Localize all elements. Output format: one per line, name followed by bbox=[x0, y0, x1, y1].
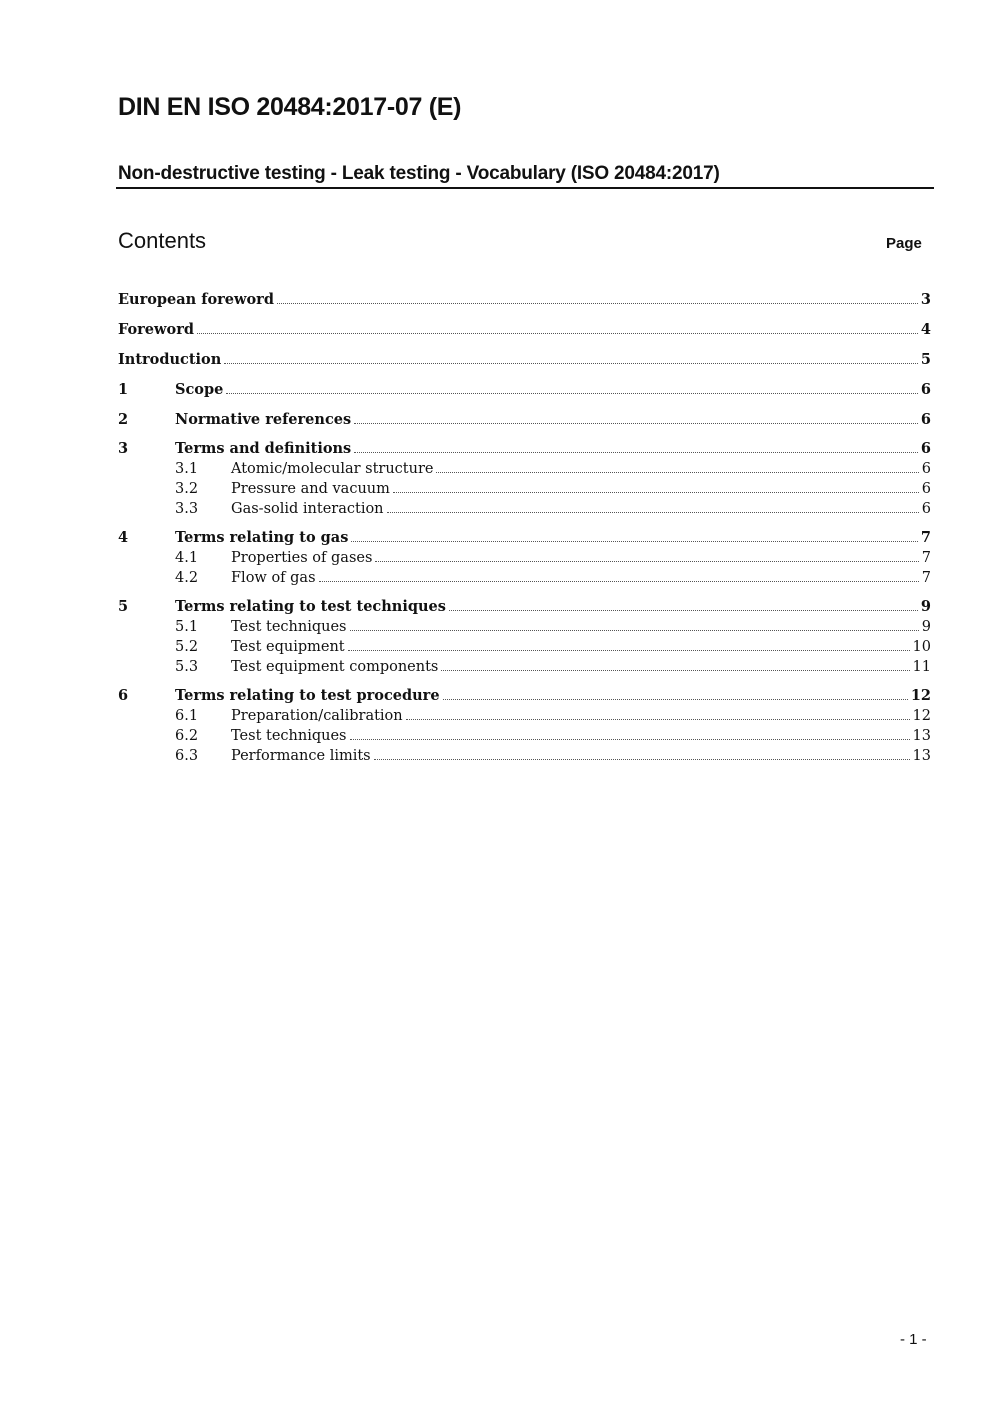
toc-entry-number: 6 bbox=[118, 687, 129, 704]
toc-entry-label: Normative references bbox=[175, 411, 352, 428]
toc-subentry-test-techniques[interactable] bbox=[118, 617, 931, 637]
toc-entry-page: 13 bbox=[912, 748, 931, 764]
toc-entry-label: Pressure and vacuum bbox=[231, 481, 390, 497]
toc-dot-leader bbox=[449, 599, 918, 611]
toc-entry-label: Terms and definitions bbox=[175, 440, 352, 457]
toc-dot-leader bbox=[443, 688, 908, 700]
toc-entry-page: 10 bbox=[912, 639, 931, 655]
document-subtitle: Non-destructive testing - Leak testing - Vocabulary (ISO 20484:2017) bbox=[118, 163, 720, 184]
toc-entry-number: 2 bbox=[118, 411, 129, 428]
toc-dot-leader bbox=[350, 728, 910, 740]
toc-dot-leader bbox=[387, 501, 919, 513]
toc-entry-number: 4.1 bbox=[175, 550, 199, 566]
page-number: - 1 - bbox=[900, 1331, 927, 1348]
toc-dot-leader bbox=[354, 441, 918, 453]
toc-entry-label: Properties of gases bbox=[231, 550, 373, 566]
toc-dot-leader bbox=[374, 748, 910, 760]
toc-subentry-performance-limits[interactable] bbox=[118, 746, 931, 766]
toc-entry-number: 6.3 bbox=[175, 748, 199, 764]
document-title: DIN EN ISO 20484:2017-07 (E) bbox=[118, 93, 462, 121]
toc-entry-page: 7 bbox=[920, 529, 931, 546]
toc-entry-label: Test techniques bbox=[231, 619, 347, 635]
toc-entry-terms-relating-to-test-procedure[interactable] bbox=[118, 686, 931, 706]
toc-subentry-atomic-molecular-structure[interactable] bbox=[118, 459, 931, 479]
toc-entry-terms-relating-to-test-techniques[interactable] bbox=[118, 597, 931, 617]
toc-entry-label: Terms relating to test techniques bbox=[175, 598, 446, 615]
toc-entry-label: Preparation/calibration bbox=[231, 708, 403, 724]
toc-dot-leader bbox=[436, 461, 918, 473]
toc-entry-page: 7 bbox=[921, 570, 931, 586]
toc-entry-european-foreword[interactable] bbox=[118, 290, 931, 310]
toc-entry-label: Atomic/molecular structure bbox=[231, 461, 434, 477]
toc-entry-foreword[interactable] bbox=[118, 320, 931, 340]
title-divider bbox=[116, 187, 934, 189]
toc-entry-label: Gas-solid interaction bbox=[231, 501, 384, 517]
toc-dot-leader bbox=[277, 292, 918, 304]
toc-entry-page: 4 bbox=[920, 321, 931, 338]
toc-subentry-flow-of-gas[interactable] bbox=[118, 568, 931, 588]
toc-entry-number: 3.2 bbox=[175, 481, 199, 497]
toc-entry-page: 9 bbox=[920, 598, 931, 615]
toc-dot-leader bbox=[197, 322, 918, 334]
toc-entry-page: 13 bbox=[912, 728, 931, 744]
toc-entry-label: Terms relating to test procedure bbox=[175, 687, 440, 704]
toc-dot-leader bbox=[350, 619, 919, 631]
toc-entry-page: 7 bbox=[921, 550, 931, 566]
toc-entry-number: 3.3 bbox=[175, 501, 199, 517]
toc-entry-terms-and-definitions[interactable] bbox=[118, 439, 931, 459]
toc-dot-leader bbox=[226, 382, 918, 394]
toc-entry-label: Scope bbox=[175, 381, 224, 398]
toc-subentry-properties-of-gases[interactable] bbox=[118, 548, 931, 568]
contents-heading: Contents bbox=[118, 228, 207, 253]
toc-entry-label: Performance limits bbox=[231, 748, 371, 764]
toc-entry-number: 6.2 bbox=[175, 728, 199, 744]
toc-entry-number: 5 bbox=[118, 598, 129, 615]
toc-entry-number: 3 bbox=[118, 440, 129, 457]
toc-entry-label: Terms relating to gas bbox=[175, 529, 349, 546]
toc-entry-label: Introduction bbox=[118, 351, 222, 368]
toc-entry-number: 5.2 bbox=[175, 639, 199, 655]
toc-entry-scope[interactable] bbox=[118, 380, 931, 400]
page-column-label: Page bbox=[886, 235, 922, 252]
toc-dot-leader bbox=[375, 550, 918, 562]
toc-dot-leader bbox=[351, 530, 918, 542]
toc-entry-page: 6 bbox=[920, 411, 931, 428]
toc-entry-page: 12 bbox=[910, 687, 931, 704]
toc-entry-page: 3 bbox=[920, 291, 931, 308]
toc-entry-introduction[interactable] bbox=[118, 350, 931, 370]
toc-dot-leader bbox=[441, 659, 909, 671]
toc-entry-number: 1 bbox=[118, 381, 129, 398]
toc-subentry-pressure-and-vacuum[interactable] bbox=[118, 479, 931, 499]
toc-entry-number: 5.3 bbox=[175, 659, 199, 675]
table-of-contents bbox=[118, 290, 931, 766]
toc-subentry-test-equipment[interactable] bbox=[118, 637, 931, 657]
toc-entry-page: 9 bbox=[921, 619, 931, 635]
toc-dot-leader bbox=[319, 570, 919, 582]
toc-entry-terms-relating-to-gas[interactable] bbox=[118, 528, 931, 548]
toc-entry-page: 6 bbox=[920, 381, 931, 398]
toc-entry-number: 5.1 bbox=[175, 619, 199, 635]
toc-dot-leader bbox=[354, 412, 918, 424]
toc-subentry-test-techniques-procedure[interactable] bbox=[118, 726, 931, 746]
toc-entry-page: 6 bbox=[920, 440, 931, 457]
toc-subentry-gas-solid-interaction[interactable] bbox=[118, 499, 931, 519]
toc-entry-page: 5 bbox=[920, 351, 931, 368]
toc-entry-number: 6.1 bbox=[175, 708, 199, 724]
toc-entry-page: 6 bbox=[921, 481, 931, 497]
toc-entry-label: Test equipment components bbox=[231, 659, 439, 675]
toc-entry-number: 4.2 bbox=[175, 570, 199, 586]
toc-entry-label: Test techniques bbox=[231, 728, 347, 744]
toc-entry-page: 11 bbox=[912, 659, 931, 675]
toc-entry-number: 3.1 bbox=[175, 461, 199, 477]
toc-subentry-preparation-calibration[interactable] bbox=[118, 706, 931, 726]
toc-subentry-test-equipment-components[interactable] bbox=[118, 657, 931, 677]
toc-entry-label: Test equipment bbox=[231, 639, 345, 655]
toc-dot-leader bbox=[348, 639, 910, 651]
toc-entry-label: Flow of gas bbox=[231, 570, 316, 586]
toc-entry-number: 4 bbox=[118, 529, 129, 546]
toc-dot-leader bbox=[393, 481, 919, 493]
toc-entry-label: European foreword bbox=[118, 291, 274, 308]
toc-entry-normative-references[interactable] bbox=[118, 410, 931, 430]
toc-entry-page: 6 bbox=[921, 461, 931, 477]
toc-entry-label: Foreword bbox=[118, 321, 194, 338]
toc-dot-leader bbox=[406, 708, 910, 720]
toc-entry-page: 12 bbox=[912, 708, 931, 724]
toc-dot-leader bbox=[224, 352, 918, 364]
toc-entry-page: 6 bbox=[921, 501, 931, 517]
